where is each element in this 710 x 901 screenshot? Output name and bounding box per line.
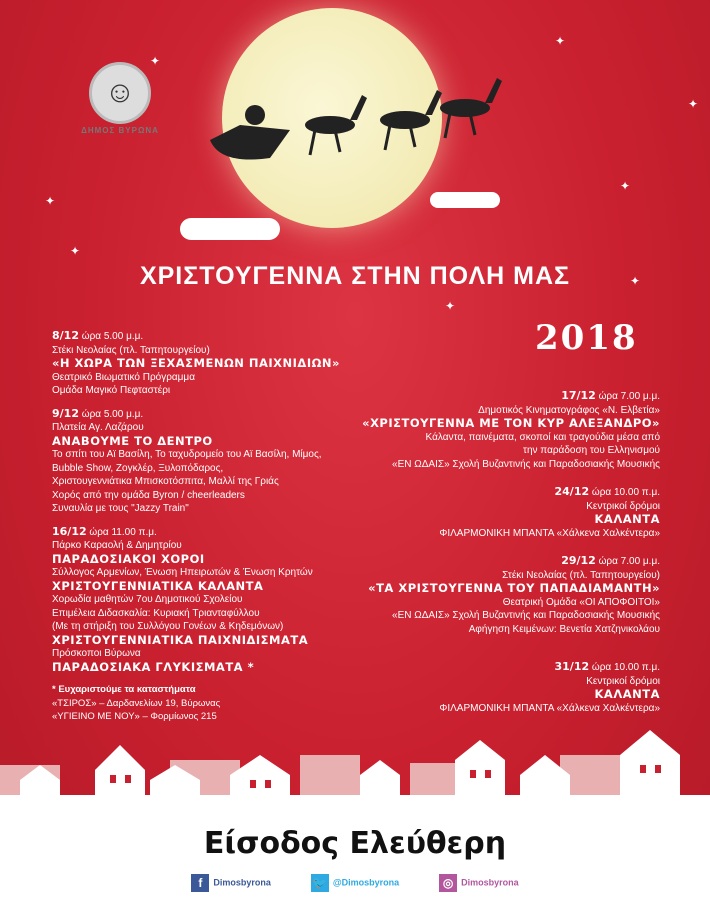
event-line: «ΕΝ ΩΔΑΙΣ» Σχολή Βυζαντινής και Παραδοσιακής Μουσικής [392, 458, 660, 470]
event-time: ώρα 5.00 μ.μ. [81, 408, 144, 420]
free-entry-text: Είσοδος Ελεύθερη [203, 826, 507, 861]
event-date: 9/12 [52, 406, 79, 420]
event-24-12 [330, 485, 660, 540]
event-29-12 [330, 554, 660, 636]
event-heading: «ΤΑ ΧΡΙΣΤΟΥΓΕΝΝΑ ΤΟΥ ΠΑΠΑΔΙΑΜΑΝΤΗ» [368, 581, 660, 595]
event-8-12 [52, 329, 362, 398]
poster-title: ΧΡΙΣΤΟΥΓΕΝΝΑ ΣΤΗΝ ΠΟΛΗ ΜΑΣ [139, 262, 571, 290]
event-heading: ΠΑΡΑΔΟΣΙΑΚΟΙ ΧΟΡΟΙ [52, 551, 205, 566]
event-heading: ΚΑΛΑΝΤΑ [594, 512, 660, 526]
event-date: 31/12 [554, 660, 590, 673]
event-venue: Κεντρικοί δρόμοι [586, 675, 660, 687]
event-venue: Πλατεία Αγ. Λαζάρου [52, 422, 144, 433]
star-icon: ✦ [630, 274, 641, 288]
event-line: Χορός από την ομάδα Byron / cheerleaders [52, 489, 245, 501]
star-icon: ✦ [150, 54, 161, 68]
event-line: Συναυλία με τους "Jazzy Train" [52, 503, 189, 514]
twitter-icon: 🐦 [312, 876, 328, 890]
event-time: ώρα 7.00 μ.μ. [598, 391, 660, 402]
event-16-12 [52, 525, 362, 675]
event-line: Θεατρική Ομάδα «ΟΙ ΑΠΟΦΟΙΤΟΙ» [502, 596, 660, 608]
instagram-handle: Dimosbyrona [461, 877, 519, 888]
event-venue: Δημοτικός Κινηματογράφος «Ν. Ελβετία» [478, 404, 660, 416]
event-line: Πρόσκοποι Βύρωνα [52, 648, 141, 659]
event-line: Σύλλογος Αρμενίων, Ένωση Ηπειρωτών & Ένωση Κρητών [52, 567, 313, 578]
instagram-link[interactable] [439, 874, 519, 892]
right-column [330, 389, 660, 729]
event-9-12 [52, 407, 362, 516]
event-heading: ΧΡΙΣΤΟΥΓΕΝΝΙΑΤΙΚΑ ΠΑΙΧΝΙΔΙΣΜΑΤΑ [52, 632, 309, 647]
thanks-note [52, 683, 362, 724]
star-icon: ✦ [620, 179, 631, 193]
event-line: ΦΙΛΑΡΜΟΝΙΚΗ ΜΠΑΝΤΑ «Χάλκενα Χαλκέντερα» [439, 527, 660, 539]
event-venue: Κεντρικοί δρόμοι [586, 500, 660, 512]
portrait-icon: ☺ [89, 62, 151, 124]
event-time: ώρα 7.00 μ.μ. [598, 556, 660, 567]
facebook-icon: f [191, 874, 209, 892]
event-time: ώρα 10.00 π.μ. [591, 487, 660, 498]
star-icon: ✦ [688, 97, 699, 111]
santa-sleigh-icon [200, 70, 510, 170]
thanks-line: «ΥΓΙΕΙΝΟ ΜΕ ΝΟΥ» – Φορμίωνος 215 [52, 711, 217, 722]
star-icon: ✦ [45, 194, 56, 208]
event-time: ώρα 5.00 μ.μ. [81, 331, 144, 342]
event-heading: «Η ΧΩΡΑ ΤΩΝ ΞΕΧΑΣΜΕΝΩΝ ΠΑΙΧΝΙΔΙΩΝ» [52, 356, 340, 370]
thanks-line: «ΤΣΙΡΟΣ» – Δαρδανελίων 19, Βύρωνας [52, 697, 221, 709]
event-venue: Στέκι Νεολαίας (πλ. Ταπητουργείου) [52, 344, 210, 356]
event-date: 16/12 [52, 524, 87, 538]
event-time: ώρα 11.00 π.μ. [89, 526, 157, 538]
event-heading: ΧΡΙΣΤΟΥΓΕΝΝΙΑΤΙΚΑ ΚΑΛΑΝΤΑ [52, 578, 264, 593]
event-date: 29/12 [561, 554, 596, 567]
event-line: Κάλαντα, παινέματα, σκοποί και τραγούδια μέσα από [425, 431, 660, 443]
event-line: ΦΙΛΑΡΜΟΝΙΚΗ ΜΠΑΝΤΑ «Χάλκενα Χαλκέντερα» [439, 702, 660, 714]
event-line: Χορωδία μαθητών 7ου Δημοτικού Σχολείου [52, 594, 243, 605]
star-icon: ✦ [555, 34, 566, 48]
twitter-link[interactable] [311, 874, 399, 892]
event-line: «ΕΝ ΩΔΑΙΣ» Σχολή Βυζαντινής και Παραδοσιακής Μουσικής [392, 610, 660, 621]
event-venue: Στέκι Νεολαίας (πλ. Ταπητουργείου) [502, 569, 660, 581]
star-icon: ✦ [70, 244, 81, 258]
instagram-icon: ◎ [439, 874, 457, 892]
dimos-byrona-logo: ☺ ΔΗΜΟΣ ΒΥΡΩΝΑ [80, 62, 160, 135]
event-date: 24/12 [554, 485, 590, 498]
event-31-12 [330, 660, 660, 715]
social-links [0, 874, 710, 892]
event-venue: Πάρκο Καραολή & Δημητρίου [52, 540, 182, 551]
event-line: Χριστουγεννιάτικα Μπισκοτόσπιτα, Μαλλί της Γριάς [52, 476, 279, 487]
event-line: την παράδοση του Ελληνισμού [523, 445, 660, 456]
event-heading: ΚΑΛΑΝΤΑ [594, 687, 660, 701]
event-line: Το σπίτι του Αϊ Βασίλη, Το ταχυδρομείο του Αϊ Βασίλη, Μίμος, [52, 449, 322, 460]
year: 2018 [535, 318, 638, 358]
event-date: 8/12 [52, 329, 79, 342]
thanks-title: * Ευχαριστούμε τα καταστήματα [52, 684, 196, 695]
left-column [52, 329, 362, 724]
event-line: Αφήγηση Κειμένων: Βενετία Χατζηνικολάου [468, 623, 660, 635]
event-17-12 [330, 389, 660, 471]
cloud [430, 192, 500, 208]
event-heading: ΠΑΡΑΔΟΣΙΑΚΑ ΓΛΥΚΙΣΜΑΤΑ * [52, 659, 255, 674]
event-heading: ΑΝΑΒΟΥΜΕ ΤΟ ΔΕΝΤΡΟ [52, 433, 213, 448]
event-line: Επιμέλεια Διδασκαλία: Κυριακή Τριανταφύλλου [52, 607, 260, 619]
event-line: Θεατρικό Βιωματικό Πρόγραμμα [52, 371, 195, 383]
event-date: 17/12 [561, 389, 596, 402]
star-icon: ✦ [445, 299, 456, 313]
event-line: Ομάδα Μαγικό Πεφταστέρι [52, 385, 171, 396]
event-heading: «ΧΡΙΣΤΟΥΓΕΝΝΑ ΜΕ ΤΟΝ ΚΥΡ ΑΛΕΞΑΝΔΡΟ» [362, 416, 660, 430]
twitter-handle: @Dimosbyrona [332, 877, 400, 888]
event-time: ώρα 10.00 π.μ. [591, 662, 660, 673]
facebook-handle: Dimosbyrona [213, 877, 271, 888]
cloud [180, 218, 280, 240]
event-line: (Με τη στήριξη του Συλλόγου Γονέων & Κηδεμόνων) [52, 621, 284, 632]
event-line: Bubble Show, Ζογκλέρ, Ξυλοπόδαρος, [52, 462, 224, 474]
facebook-link[interactable] [191, 874, 271, 892]
snowy-houses-illustration [0, 725, 710, 805]
